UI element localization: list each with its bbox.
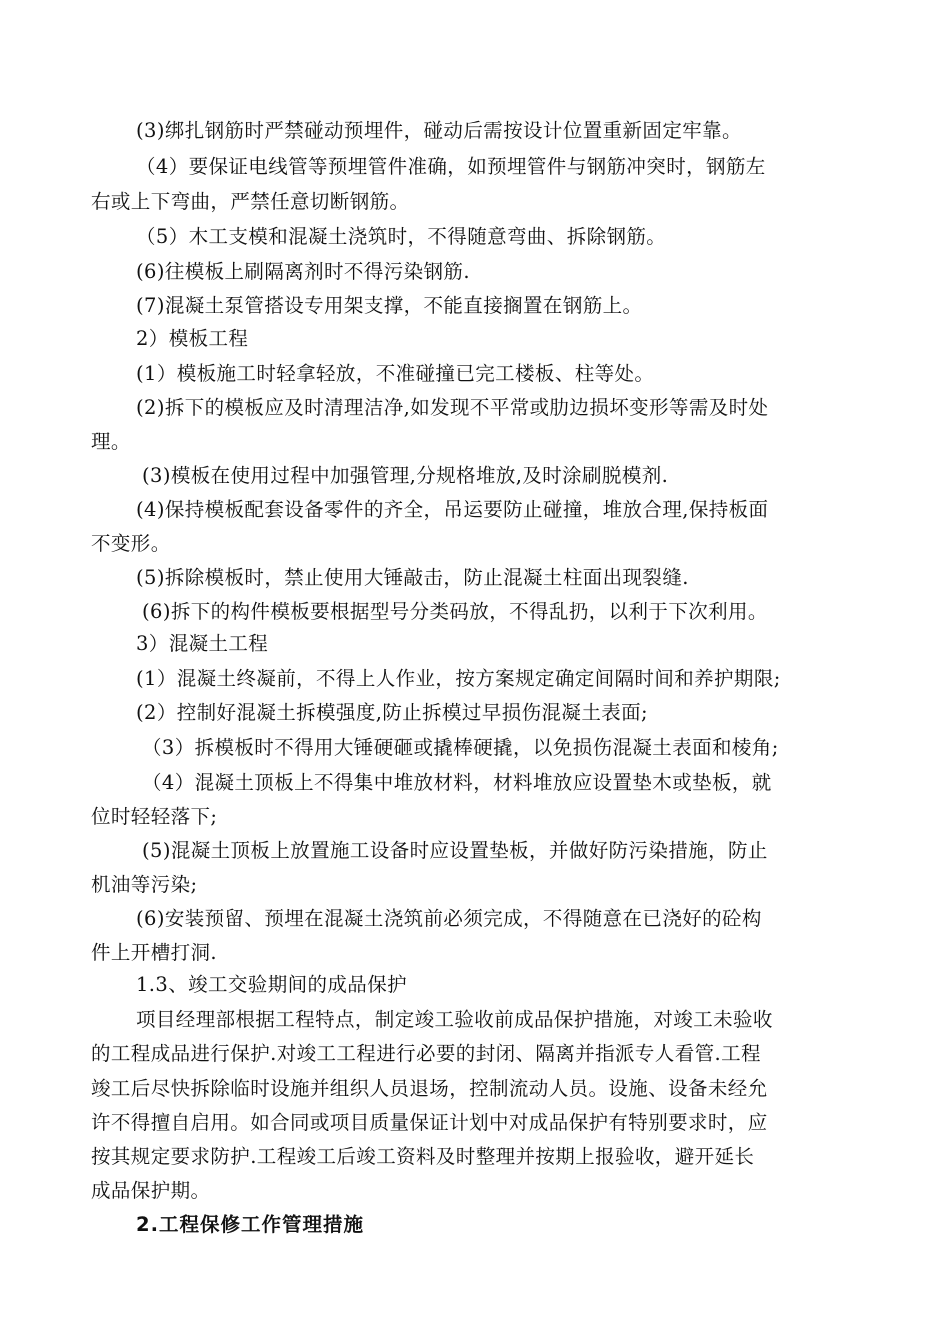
text-line: (4)保持模板配套设备零件的齐全，吊运要防止碰撞，堆放合理,保持板面 [136, 498, 769, 521]
text-line: 许不得擅自启用。如合同或项目质量保证计划中对成品保护有特别要求时，应 [91, 1111, 768, 1134]
text-line: (3)模板在使用过程中加强管理,分规格堆放,及时涂刷脱模剂. [142, 464, 669, 487]
text-line: （4）要保证电线管等预埋管件准确，如预埋管件与钢筋冲突时，钢筋左 [136, 155, 766, 178]
text-line: 右或上下弯曲，严禁任意切断钢筋。 [91, 190, 410, 213]
chapter-heading: 2.工程保修工作管理措施 [136, 1213, 364, 1236]
text-line: (5)混凝土顶板上放置施工设备时应设置垫板，并做好防污染措施，防止 [142, 839, 768, 862]
text-line: （5）木工支模和混凝土浇筑时，不得随意弯曲、拆除钢筋。 [136, 225, 667, 248]
text-line: 竣工后尽快拆除临时设施并组织人员退场，控制流动人员。设施、设备未经允 [91, 1077, 768, 1100]
text-line: （3）拆模板时不得用大锤硬砸或撬棒硬撬，以免损伤混凝土表面和棱角; [142, 736, 779, 759]
section-heading: 3）混凝土工程 [136, 632, 269, 655]
text-line: (2）控制好混凝土拆模强度,防止拆模过早损伤混凝土表面; [136, 701, 648, 724]
text-line: 按其规定要求防护.工程竣工后竣工资料及时整理并按期上报验收，避开延长 [91, 1145, 755, 1168]
section-heading: 1.3、竣工交验期间的成品保护 [136, 973, 408, 996]
text-line: 项目经理部根据工程特点，制定竣工验收前成品保护措施，对竣工未验收 [136, 1008, 773, 1031]
text-line: 不变形。 [91, 532, 171, 555]
text-line: 件上开槽打洞. [91, 941, 217, 964]
text-line: (2)拆下的模板应及时清理洁净,如发现不平常或肋边损坏变形等需及时处 [136, 396, 769, 419]
text-line: (6)拆下的构件模板要根据型号分类码放，不得乱扔，以利于下次利用。 [142, 600, 768, 623]
text-line: (5)拆除模板时，禁止使用大锤敲击，防止混凝土柱面出现裂缝. [136, 566, 689, 589]
section-heading: 2）模板工程 [136, 327, 249, 350]
text-line: 机油等污染; [91, 873, 198, 896]
text-line: (1）模板施工时轻拿轻放，不准碰撞已完工楼板、柱等处。 [136, 362, 655, 385]
text-line: (6)安装预留、预埋在混凝土浇筑前必须完成，不得随意在已浇好的砼构 [136, 907, 762, 930]
text-line: (3)绑扎钢筋时严禁碰动预埋件，碰动后需按设计位置重新固定牢靠。 [136, 119, 742, 142]
text-line: 的工程成品进行保护.对竣工工程进行必要的封闭、隔离并指派专人看管.工程 [91, 1042, 761, 1065]
text-line: （4）混凝土顶板上不得集中堆放材料，材料堆放应设置垫木或垫板，就 [142, 771, 772, 794]
text-line: 成品保护期。 [91, 1179, 211, 1202]
text-line: (6)往模板上刷隔离剂时不得污染钢筋. [136, 260, 470, 283]
text-line: (7)混凝土泵管搭设专用架支撑，不能直接搁置在钢筋上。 [136, 294, 643, 317]
text-line: (1）混凝土终凝前，不得上人作业，按方案规定确定间隔时间和养护期限; [136, 667, 781, 690]
text-line: 位时轻轻落下; [91, 805, 218, 828]
text-line: 理。 [91, 430, 131, 453]
